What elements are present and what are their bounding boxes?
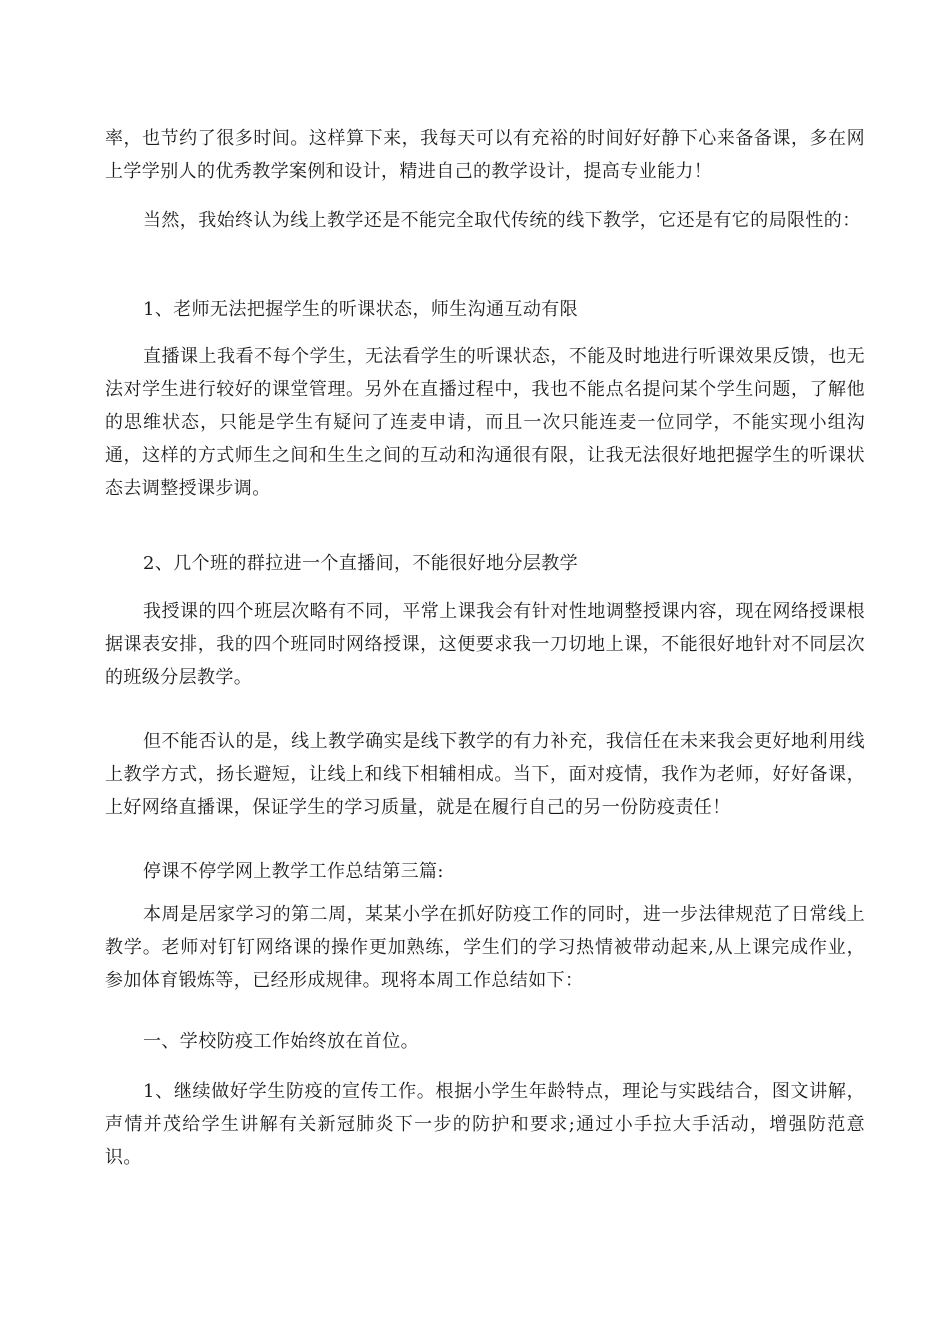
section-title-third: 停课不停学网上教学工作总结第三篇: xyxy=(143,861,444,882)
paragraph-limitations-intro: 当然，我始终认为线上教学还是不能完全取代传统的线下教学，它还是有它的局限性的： xyxy=(143,210,861,231)
paragraph-item-1: 1、继续做好学生防疫的宣传工作。根据小学生年龄特点，理论与实践结合，图文讲解，声情并茂给学生讲解有关新冠肺炎下一步的防护和要求;通过小手拉大手活动，增强防范意识。 xyxy=(105,1081,865,1168)
paragraph-week-summary: 本周是居家学习的第二周，某某小学在抓好防疫工作的同时，进一步法律规范了日常线上教学。老师对钉钉网络课的操作更加熟练，学生们的学习热情被带动起来,从上课完成作业，参加体育锻炼等，已经形成规律。现将本周工作总结如下： xyxy=(105,904,865,991)
heading-point-2: 2、几个班的群拉进一个直播间，不能很好地分层教学 xyxy=(143,553,579,574)
heading-section-one: 一、学校防疫工作始终放在首位。 xyxy=(143,1031,419,1052)
paragraph-point-2-detail: 我授课的四个班层次略有不同，平常上课我会有针对性地调整授课内容，现在网络授课根据课表安排，我的四个班同时网络授课，这便要求我一刀切地上课，不能很好地针对不同层次的班级分层教学。 xyxy=(105,601,865,688)
paragraph-point-1-detail: 直播课上我看不每个学生，无法看学生的听课状态，不能及时地进行听课效果反馈，也无法对学生进行较好的课堂管理。另外在直播过程中，我也不能点名提问某个学生问题，了解他的思维状态，只能是学生有疑问了连麦申请，而且一次只能连麦一位同学，不能实现小组沟通，这样的方式师生之间和生生之间的互动和沟通很有限，让我无法很好地把握学生的听课状态去调整授课步调。 xyxy=(105,346,865,499)
paragraph-conclusion: 但不能否认的是，线上教学确实是线下教学的有力补充，我信任在未来我会更好地利用线上教学方式，扬长避短，让线上和线下相辅相成。当下，面对疫情，我作为老师，好好备课，上好网络直播课，保证学生的学习质量，就是在履行自己的另一份防疫责任！ xyxy=(105,731,865,818)
paragraph-continuation: 率，也节约了很多时间。这样算下来，我每天可以有充裕的时间好好静下心来备备课，多在网上学学别人的优秀教学案例和设计，精进自己的教学设计，提高专业能力！ xyxy=(105,128,865,182)
heading-point-1: 1、老师无法把握学生的听课状态，师生沟通互动有限 xyxy=(143,299,579,320)
